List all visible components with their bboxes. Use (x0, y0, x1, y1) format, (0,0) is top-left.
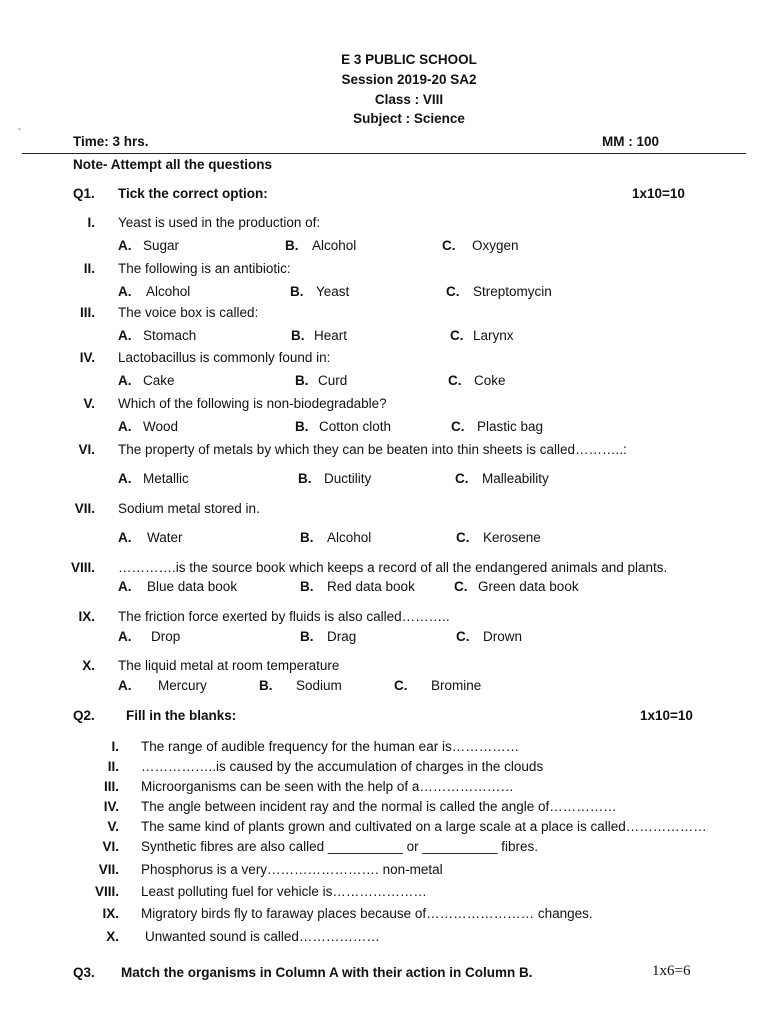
q1-option-b-letter: B. (285, 238, 299, 253)
q2-number: Q2. (73, 708, 95, 723)
q1-item-question: The liquid metal at room temperature (118, 658, 340, 673)
q1-item-question: Yeast is used in the production of: (118, 215, 321, 230)
q2-item-number: VI. (102, 839, 119, 854)
q1-title: Tick the correct option: (118, 186, 268, 201)
q1-option-a-text: Water (147, 530, 183, 545)
q1-option-b-letter: B. (298, 471, 312, 486)
q1-option-c-text: Kerosene (483, 530, 541, 545)
q1-item-number: IV. (79, 350, 95, 365)
q2-item-text: The range of audible frequency for the human ear is…………… (141, 739, 520, 754)
q1-option-a-letter: A. (118, 530, 132, 545)
q1-option-c-text: Larynx (473, 328, 514, 343)
q1-option-c-letter: C. (394, 678, 408, 693)
q1-option-b-text: Curd (318, 373, 348, 388)
q1-option-a-letter: A. (118, 471, 132, 486)
q1-item-number: V. (83, 396, 95, 411)
q1-option-c-letter: C. (456, 530, 470, 545)
q1-option-c-letter: C. (456, 629, 470, 644)
q1-option-a-text: Blue data book (147, 579, 238, 594)
q1-item-number: VIII. (70, 560, 95, 575)
q1-option-c-letter: C. (442, 238, 456, 253)
q1-option-b-letter: B. (295, 373, 309, 388)
q2-item-text: ……………..is caused by the accumulation of charges in the clouds (141, 759, 544, 774)
q3-marks: 1x6=6 (652, 963, 691, 979)
header-divider (22, 153, 746, 154)
q1-option-b-letter: B. (295, 419, 309, 434)
q1-option-b-text: Heart (314, 328, 348, 343)
q1-option-c-text: Green data book (478, 579, 579, 594)
q1-option-a-text: Alcohol (146, 284, 191, 299)
q1-option-b-text: Sodium (296, 678, 342, 693)
q1-option-c-text: Plastic bag (477, 419, 544, 434)
q1-option-c-letter: C. (455, 471, 469, 486)
q2-item-number: II. (107, 759, 119, 774)
q1-option-a-letter: A. (118, 373, 132, 388)
q1-option-b-text: Drag (327, 629, 357, 644)
q3-title: Match the organisms in Column A with their action in Column B. (121, 965, 533, 980)
q1-option-a-text: Drop (151, 629, 181, 644)
q2-item-text: Synthetic fibres are also called __________ or __________ fibres. (141, 839, 539, 854)
q2-item-text: Migratory birds fly to faraway places because of…………………… changes. (141, 906, 593, 921)
q1-option-a-letter: A. (118, 238, 132, 253)
q1-item-number: IX. (78, 609, 95, 624)
q3-number: Q3. (73, 965, 95, 980)
q1-item-number: VI. (78, 442, 95, 457)
subject: Subject : Science (353, 111, 465, 126)
q2-item-text: The angle between incident ray and the normal is called the angle of…………… (141, 799, 617, 814)
q1-item-question: The property of metals by which they can be beaten into thin sheets is called………..: (118, 442, 627, 457)
q2-item-text: Microorganisms can be seen with the help of a………………… (141, 779, 514, 794)
q2-item-text: Phosphorus is a very……………………. non-metal (141, 862, 443, 877)
q2-item-text: Least polluting fuel for vehicle is………………… (141, 884, 427, 899)
q1-item-question: Lactobacillus is commonly found in: (118, 350, 331, 365)
q1-option-c-text: Oxygen (472, 238, 519, 253)
q1-option-b-letter: B. (300, 530, 314, 545)
q1-item-question: Which of the following is non-biodegradable? (118, 396, 387, 411)
q1-option-c-text: Malleability (482, 471, 549, 486)
q1-option-b-text: Cotton cloth (319, 419, 392, 434)
q2-item-number: V. (107, 819, 119, 834)
q1-item-number: II. (83, 261, 95, 276)
q1-option-b-text: Alcohol (327, 530, 372, 545)
q2-item-number: X. (106, 929, 119, 944)
q1-option-a-text: Sugar (143, 238, 180, 253)
q1-option-a-text: Wood (143, 419, 179, 434)
q1-item-question: ………….is the source book which keeps a record of all the endangered animals and plants. (118, 560, 668, 575)
q1-option-c-letter: C. (446, 284, 460, 299)
q1-option-c-letter: C. (454, 579, 468, 594)
q2-title: Fill in the blanks: (126, 708, 237, 723)
session: Session 2019-20 SA2 (341, 72, 477, 87)
class: Class : VIII (374, 92, 444, 107)
q1-item-number: VII. (74, 501, 95, 516)
q1-option-a-text: Cake (143, 373, 175, 388)
q1-option-b-letter: B. (300, 629, 314, 644)
time: Time: 3 hrs. (73, 134, 149, 149)
stray-mark: ` (18, 128, 22, 139)
q1-option-b-letter: B. (291, 328, 305, 343)
q1-option-c-letter: C. (448, 373, 462, 388)
q1-item-number: III. (79, 305, 95, 320)
q1-option-a-text: Mercury (158, 678, 207, 693)
q2-item-number: I. (111, 739, 119, 754)
q1-marks: 1x10=10 (632, 186, 685, 201)
q1-option-a-letter: A. (118, 284, 132, 299)
q1-option-a-letter: A. (118, 579, 132, 594)
q1-option-a-letter: A. (118, 678, 132, 693)
q1-option-b-letter: B. (290, 284, 304, 299)
q2-item-number: IX. (102, 906, 119, 921)
q1-option-c-letter: C. (450, 328, 464, 343)
q1-option-b-letter: B. (300, 579, 314, 594)
q2-item-number: VIII. (94, 884, 119, 899)
q1-option-b-text: Red data book (327, 579, 415, 594)
q1-option-b-text: Ductility (324, 471, 372, 486)
q1-item-question: The voice box is called: (118, 305, 259, 320)
q1-option-b-letter: B. (259, 678, 273, 693)
max-marks: MM : 100 (602, 134, 660, 149)
q1-option-c-text: Coke (474, 373, 506, 388)
q1-item-number: X. (82, 658, 95, 673)
q1-option-b-text: Alcohol (312, 238, 357, 253)
q1-option-a-text: Metallic (143, 471, 189, 486)
q2-marks: 1x10=10 (640, 708, 693, 723)
q1-option-c-text: Drown (483, 629, 523, 644)
q1-item-question: Sodium metal stored in. (118, 501, 260, 516)
q1-item-question: The friction force exerted by fluids is also called……….. (118, 609, 450, 624)
q1-item-number: I. (87, 215, 95, 230)
q2-item-number: IV. (103, 799, 119, 814)
q1-option-a-letter: A. (118, 328, 132, 343)
q2-item-number: III. (103, 779, 119, 794)
q2-item-text: Unwanted sound is called……………… (145, 929, 380, 944)
q1-option-c-text: Bromine (431, 678, 482, 693)
q2-item-text: The same kind of plants grown and cultivated on a large scale at a place is called……………… (141, 819, 707, 834)
q1-number: Q1. (73, 186, 95, 201)
q1-option-c-text: Streptomycin (473, 284, 552, 299)
q1-option-a-text: Stomach (143, 328, 197, 343)
q1-option-a-letter: A. (118, 419, 132, 434)
school-name: E 3 PUBLIC SCHOOL (341, 52, 477, 67)
note: Note- Attempt all the questions (73, 157, 273, 172)
q1-option-b-text: Yeast (316, 284, 350, 299)
q1-option-c-letter: C. (451, 419, 465, 434)
q2-item-number: VII. (98, 862, 119, 877)
q1-option-a-letter: A. (118, 629, 132, 644)
q1-item-question: The following is an antibiotic: (118, 261, 291, 276)
